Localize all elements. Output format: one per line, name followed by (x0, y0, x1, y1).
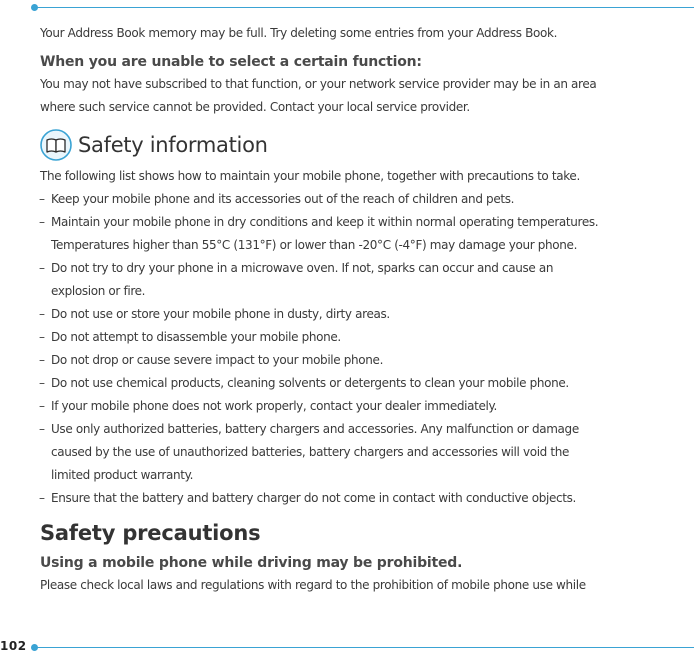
list-dash: – (39, 261, 45, 275)
list-item (40, 257, 650, 303)
list-item-text: Do not try to dry your phone in a microwave oven. If not, sparks can occur and cause an (51, 261, 554, 275)
list-dash: – (39, 307, 45, 321)
list-item-text: Use only authorized batteries, battery chargers and accessories. Any malfunction or damage (51, 422, 579, 436)
list-item-text: Do not use or store your mobile phone in dusty, dirty areas. (51, 307, 390, 321)
driving-subheading: Using a mobile phone while driving may be prohibited. (40, 555, 463, 571)
list-item-text: Keep your mobile phone and its accessories out of the reach of children and pets. (51, 192, 515, 206)
driving-text: Please check local laws and regulations with regard to the prohibition of mobile phone use while (40, 578, 586, 592)
list-item (40, 418, 650, 487)
list-item-text: Do not use chemical products, cleaning solvents or detergents to clean your mobile phone. (51, 376, 569, 390)
list-item (40, 326, 650, 349)
list-dash: – (39, 376, 45, 390)
list-dash: – (39, 422, 45, 436)
list-item-text: Temperatures higher than 55°C (131°F) or lower than -20°C (-4°F) may damage your phone. (51, 238, 578, 252)
list-item-text: If your mobile phone does not work properly, contact your dealer immediately. (51, 399, 498, 413)
bottom-divider (37, 647, 694, 648)
list-item-text: Do not drop or cause severe impact to your mobile phone. (51, 353, 384, 367)
list-item (40, 303, 650, 326)
list-item (40, 211, 650, 257)
list-item-text: limited product warranty. (51, 468, 194, 482)
safety-information-title: Safety information (78, 133, 268, 157)
page-number: 102 (0, 639, 27, 653)
safety-precautions-title: Safety precautions (40, 521, 261, 545)
list-item (40, 349, 650, 372)
unable-function-heading: When you are unable to select a certain function: (40, 54, 422, 70)
list-dash: – (39, 215, 45, 229)
unable-function-line-2: where such service cannot be provided. Contact your local service provider. (40, 100, 470, 114)
list-item-text: Do not attempt to disassemble your mobile phone. (51, 330, 341, 344)
top-divider (37, 7, 694, 8)
bottom-divider-dot (31, 644, 38, 651)
list-item (40, 372, 650, 395)
safety-information-intro: The following list shows how to maintain your mobile phone, together with precautions to take. (40, 169, 580, 183)
list-item (40, 487, 650, 510)
list-item-text: explosion or fire. (51, 284, 146, 298)
list-item-text: Ensure that the battery and battery charger do not come in contact with conductive objects. (51, 491, 576, 505)
unable-function-line-1: You may not have subscribed to that function, or your network service provider may be in an area (40, 77, 597, 91)
safety-information-header (40, 125, 650, 165)
list-item (40, 188, 650, 211)
list-dash: – (39, 491, 45, 505)
list-dash: – (39, 353, 45, 367)
list-item (40, 395, 650, 418)
list-item-text: caused by the use of unauthorized batteries, battery chargers and accessories will void the (51, 445, 570, 459)
top-divider-dot (31, 4, 38, 11)
book-icon (40, 129, 72, 161)
memory-full-text: Your Address Book memory may be full. Try deleting some entries from your Address Book. (40, 26, 558, 40)
list-item-text: Maintain your mobile phone in dry conditions and keep it within normal operating temperatures. (51, 215, 599, 229)
list-dash: – (39, 399, 45, 413)
list-dash: – (39, 330, 45, 344)
page-content (40, 22, 650, 597)
list-dash: – (39, 192, 45, 206)
safety-information-list (40, 188, 650, 510)
